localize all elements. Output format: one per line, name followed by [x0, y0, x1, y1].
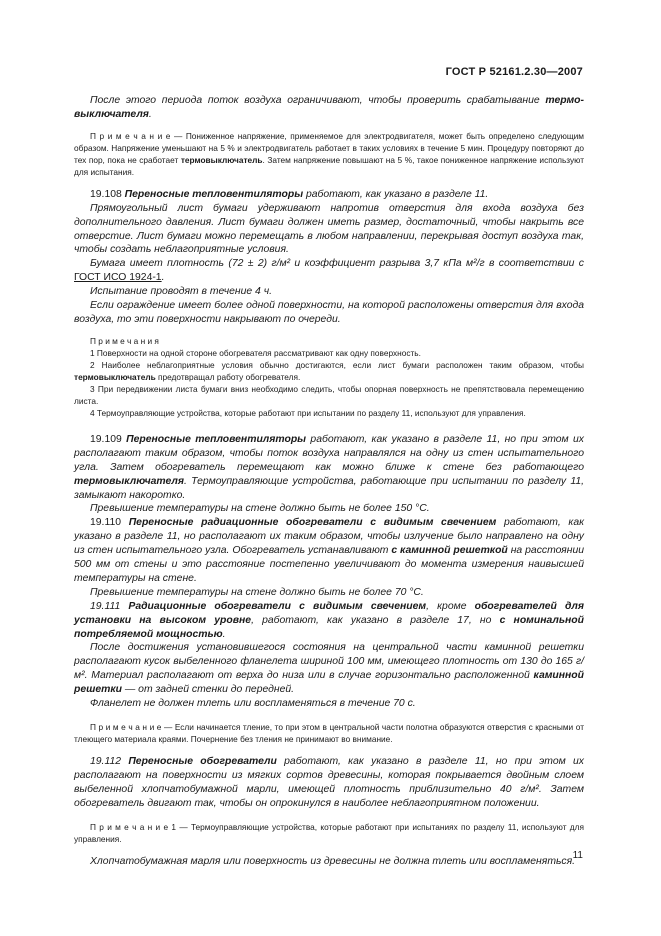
- clause-19-108-paragraph-3: Испытание проводят в течение 4 ч.: [90, 286, 272, 298]
- note-reduced-voltage: [74, 130, 584, 178]
- clause-text: работают, как указано в разделе 11.: [303, 188, 489, 200]
- note-label: П р и м е ч а н и е —: [90, 130, 183, 141]
- clause-19-110-temperature-limit: Превышение температуры на стене должно быть не более 70 °С.: [90, 586, 424, 598]
- clause-term-3: с номинальной потребляемой мощностью: [74, 614, 584, 640]
- clause-text-2: на расстоянии 500 мм от стены и это расстояние постепенно увеличивают до момента измерения наивысшей температуры на стене.: [74, 545, 584, 584]
- clause-19-109-temperature-limit: Превышение температуры на стене должно быть не более 150 °С.: [90, 503, 430, 515]
- note-item-2: [74, 359, 584, 383]
- note-item-1: 1 Поверхности на одной стороне обогревателя рассматривают как одну поверхность.: [90, 347, 421, 358]
- notes-19-108: [74, 335, 584, 419]
- note-label: П р и м е ч а н и е 1 —: [90, 821, 188, 832]
- intro-text: После этого периода поток воздуха ограничивают, чтобы проверить срабатывание: [90, 95, 546, 106]
- note-item-2-text: 2 Наиболее неблагоприятные условия обычно достигаются, если лист бумаги расположен таким образом, чтобы: [90, 359, 584, 370]
- clause-number: 19.108: [90, 188, 125, 200]
- clause-19-112: [74, 755, 584, 811]
- note-item-2-end: предотвращал работу обогревателя.: [155, 371, 301, 382]
- clause-19-108-heading: [74, 188, 584, 202]
- paper-spec-text: Бумага имеет плотность (72 ± 2) г/м² и коэффициент разрыва 3,7 кПа м²/г в соответствии с: [90, 258, 584, 270]
- clause-19-110: [74, 516, 584, 586]
- term-thermal-cutout: термо-выключателя: [74, 95, 584, 120]
- clause-term: Радиационные обогреватели с видимым свечением: [128, 600, 427, 612]
- note-text: Пониженное напряжение, применяемое для электродвигателя, может быть определено следующим образом. Напряжение уменьшают на 5 % и электродвигатель работает в таких условиях в течение 5 мин. Процедуру повторяют до тех пор, пока не сработает: [74, 130, 584, 165]
- clause-term-2: с каминной решеткой: [391, 545, 508, 557]
- clause-term: Переносные обогреватели: [128, 756, 277, 767]
- intro-paragraph: [74, 94, 584, 122]
- clause-19-111-paragraph-3: Фланелет не должен тлеть или воспламеняться в течение 70 с.: [90, 698, 416, 710]
- note-text: Термоуправляющие устройства, которые работают при испытаниях по разделу 11, используют для управления.: [74, 821, 584, 844]
- clause-text-3: .: [222, 628, 226, 640]
- clause-19-111: [74, 600, 584, 642]
- final-requirement: Хлопчатобумажная марля или поверхность из древесины не должна тлеть или воспламеняться.: [90, 855, 576, 867]
- notes-label: П р и м е ч а н и я: [90, 335, 159, 346]
- clause-number: 19.109: [90, 433, 127, 445]
- clause-19-111-paragraph-2: [74, 641, 584, 697]
- clause-text: работают, как указано в разделе 11, но при этом их располагают таким образом, чтобы поток воздуха направлялся на одну из стен испытательного угла. Затем обогреватель перемещают как можно ближе к стене без работающего: [74, 433, 585, 473]
- note-thermal-controls: [74, 821, 584, 845]
- clause-term-2: обогревателей для установки на высоком уровне: [74, 600, 584, 626]
- page-number: 11: [572, 850, 583, 861]
- clause-text: работают, как указано в разделе 11, но при этом их располагают на поверхности из мягких сортов древесины, которая покрывается двойным слоем выбеленной хлопчатобумажной марли, имеющей плотность приблизительно 40 г/м². Затем обогреватель двигают так, чтобы он опрокинулся в наиболее неблагоприятном положении.: [74, 756, 584, 809]
- clause-text: работают, как указано в разделе 11, но располагают их таким образом, чтобы излучение было направлено на одну из стен испытательного узла. Обогреватель устанавливают: [74, 517, 585, 557]
- note-text-end: . Затем напряжение повышают на 5 %, такое пониженное напряжение используют для испытания.: [74, 154, 585, 177]
- clause-term: Переносные радиационные обогреватели с видимым свечением: [128, 517, 497, 529]
- fireguard-term: каминной решетки: [74, 670, 584, 696]
- flannelette-text-end: — от задней стенки до передней.: [122, 684, 295, 696]
- flannelette-text: После достижения установившегося состояния на центральной части каминной решетки располагают кусок выбеленного фланелета шириной 100 мм, имеющего плотность от 130 до 165 г/м². Материал располагают от верха до низа или в случае горизонтально расположенной: [74, 642, 584, 682]
- clause-term: Переносные тепловентиляторы: [126, 433, 307, 445]
- standard-header: ГОСТ Р 52161.2.30—2007: [445, 66, 583, 78]
- clause-number: 19.111: [90, 600, 129, 612]
- clause-text-2: , работают, как указано в разделе 17, но: [251, 614, 500, 626]
- page-content: [74, 94, 584, 869]
- clause-19-109: [74, 433, 584, 503]
- clause-text-2: . Термоуправляющие устройства, работающие при испытании по разделу 11, замыкают накоротко.: [74, 475, 584, 501]
- clause-19-108-paragraph-1: Прямоугольный лист бумаги удерживают напротив отверстия для входа воздуха без дополнительного давления. Лист бумаги должен иметь размер, достаточный, чтобы накрыть все отверстие. Лист бумаги можно перемещать в любом направлении, перекрывая доступ воздуха так, чтобы создать неблагоприятные условия.: [74, 202, 584, 256]
- clause-term-2: термовыключателя: [74, 475, 185, 487]
- clause-19-108-paragraph-4: Если ограждение имеет более одной поверхности, на которой расположены отверстия для входа воздуха, то эти поверхности накрывают по очереди.: [74, 300, 584, 325]
- clause-term: Переносные тепловентиляторы: [124, 188, 304, 200]
- note-item-4: 4 Термоуправляющие устройства, которые работают при испытании по разделу 11, используют для управления.: [90, 407, 526, 418]
- clause-number: 19.112: [90, 756, 129, 767]
- paper-spec-end: .: [161, 272, 165, 284]
- clause-number: 19.110: [90, 517, 129, 529]
- note-smouldering: [74, 721, 584, 745]
- note-text: Если начинается тление, то при этом в центральной части полотна образуются отверстия с красными от тлеющего материала краями. Почернение без тления не принимают во внимание.: [74, 722, 584, 744]
- note-item-2-term: термовыключатель: [74, 371, 156, 382]
- note-item-3: 3 При передвижении листа бумаги вниз необходимо следить, чтобы опорная поверхность не препятствовала перемещению листа.: [74, 383, 584, 406]
- note-term: термовыключатель: [180, 154, 263, 165]
- intro-end: .: [148, 108, 152, 120]
- clause-text: , кроме: [426, 600, 475, 612]
- clause-19-108-paragraph-2: [74, 257, 584, 285]
- note-label: П р и м е ч а н и е —: [90, 722, 173, 732]
- gost-reference-link[interactable]: ГОСТ ИСО 1924-1: [74, 272, 162, 284]
